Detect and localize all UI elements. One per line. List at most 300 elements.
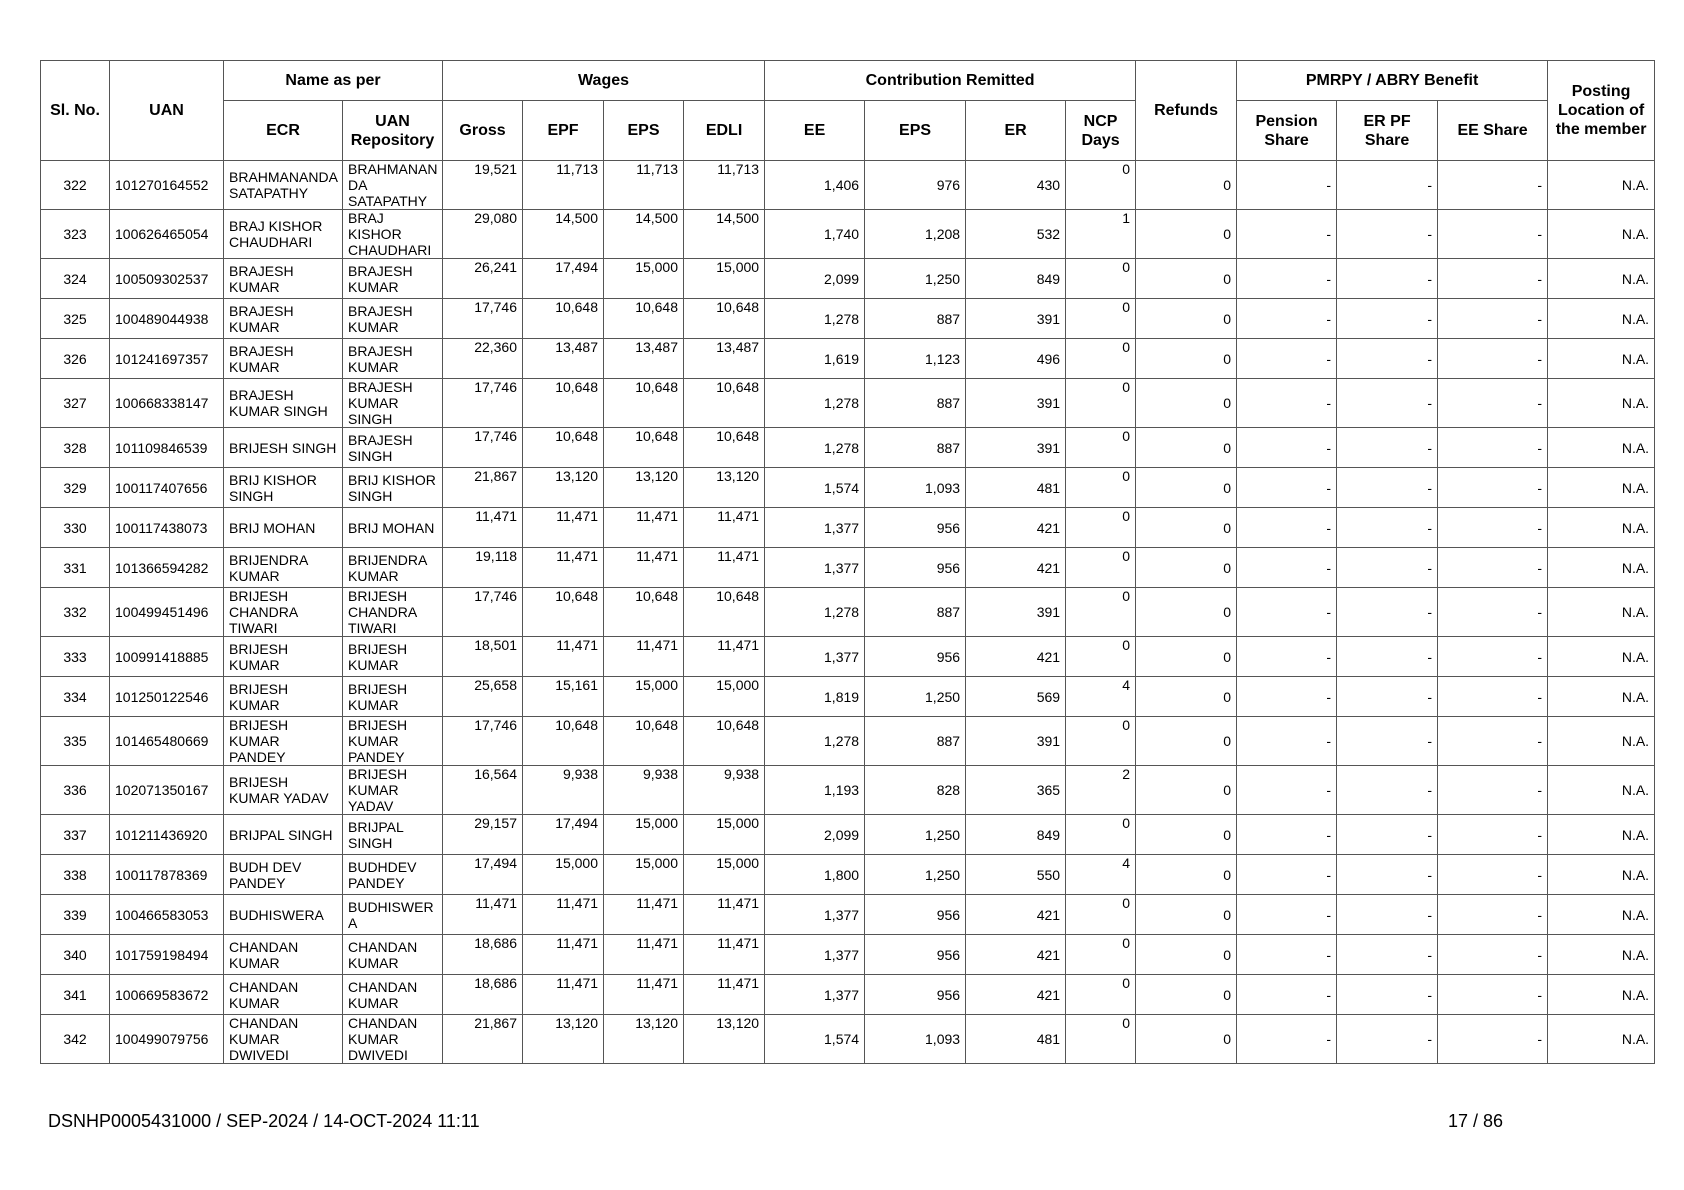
header-ee: EE — [765, 101, 865, 161]
ncp-days-cell: 0 — [1066, 299, 1136, 339]
pension-share-cell: - — [1237, 935, 1337, 975]
er-contribution-cell: 849 — [966, 815, 1066, 855]
header-edli: EDLI — [684, 101, 765, 161]
pension-share-cell: - — [1237, 637, 1337, 677]
er-contribution-cell: 496 — [966, 339, 1066, 379]
er-contribution-cell: 391 — [966, 428, 1066, 468]
uan-repository-name-cell: BUDHISWER A — [343, 895, 443, 935]
gross-wages-cell: 18,501 — [443, 637, 523, 677]
table-row — [41, 548, 1655, 588]
ecr-name-cell: CHANDAN KUMAR — [224, 935, 343, 975]
gross-wages-cell: 11,471 — [443, 895, 523, 935]
edli-wages-cell: 10,648 — [684, 379, 765, 428]
pension-share-cell: - — [1237, 259, 1337, 299]
uan-repository-name-cell: BRAJESH KUMAR — [343, 299, 443, 339]
ncp-days-cell: 0 — [1066, 935, 1136, 975]
ncp-days-cell: 0 — [1066, 161, 1136, 210]
gross-wages-cell: 11,471 — [443, 508, 523, 548]
ncp-days-cell: 1 — [1066, 210, 1136, 259]
ncp-days-cell: 0 — [1066, 975, 1136, 1015]
sl-no-cell: 340 — [41, 935, 110, 975]
pension-share-cell: - — [1237, 766, 1337, 815]
sl-no-cell: 335 — [41, 717, 110, 766]
er-pf-share-cell: - — [1337, 975, 1438, 1015]
epf-wages-cell: 13,120 — [523, 468, 604, 508]
sl-no-cell: 326 — [41, 339, 110, 379]
er-pf-share-cell: - — [1337, 508, 1438, 548]
uan-cell: 100117878369 — [110, 855, 224, 895]
ncp-days-cell: 0 — [1066, 259, 1136, 299]
sl-no-cell: 339 — [41, 895, 110, 935]
eps-contribution-cell: 956 — [865, 935, 966, 975]
epf-wages-cell: 17,494 — [523, 815, 604, 855]
edli-wages-cell: 10,648 — [684, 299, 765, 339]
uan-repository-name-cell: BRAJ KISHOR CHAUDHARI — [343, 210, 443, 259]
uan-cell: 101211436920 — [110, 815, 224, 855]
eps-wages-cell: 10,648 — [604, 379, 684, 428]
uan-repository-name-cell: BRAJESH KUMAR — [343, 339, 443, 379]
uan-repository-name-cell: BRAJESH SINGH — [343, 428, 443, 468]
edli-wages-cell: 14,500 — [684, 210, 765, 259]
gross-wages-cell: 26,241 — [443, 259, 523, 299]
posting-location-cell: N.A. — [1548, 508, 1655, 548]
ncp-days-cell: 0 — [1066, 428, 1136, 468]
ncp-days-cell: 0 — [1066, 379, 1136, 428]
refunds-cell: 0 — [1136, 1015, 1237, 1064]
er-contribution-cell: 481 — [966, 1015, 1066, 1064]
sl-no-cell: 322 — [41, 161, 110, 210]
eps-wages-cell: 10,648 — [604, 428, 684, 468]
ecr-name-cell: BRAJESH KUMAR SINGH — [224, 379, 343, 428]
ee-share-cell: - — [1438, 379, 1548, 428]
epf-wages-cell: 10,648 — [523, 588, 604, 637]
header-contribution-eps: EPS — [865, 101, 966, 161]
refunds-cell: 0 — [1136, 428, 1237, 468]
ee-contribution-cell: 1,574 — [765, 1015, 865, 1064]
uan-cell: 101759198494 — [110, 935, 224, 975]
eps-wages-cell: 11,713 — [604, 161, 684, 210]
gross-wages-cell: 19,118 — [443, 548, 523, 588]
sl-no-cell: 338 — [41, 855, 110, 895]
ee-contribution-cell: 1,377 — [765, 637, 865, 677]
footer-document-reference: DSNHP0005431000 / SEP-2024 / 14-OCT-2024 11:11 — [48, 1111, 480, 1131]
ecr-name-cell: BRIJESH KUMAR PANDEY — [224, 717, 343, 766]
uan-cell: 101250122546 — [110, 677, 224, 717]
er-pf-share-cell: - — [1337, 210, 1438, 259]
ee-share-cell: - — [1438, 717, 1548, 766]
epf-wages-cell: 13,120 — [523, 1015, 604, 1064]
ee-share-cell: - — [1438, 468, 1548, 508]
eps-contribution-cell: 956 — [865, 548, 966, 588]
sl-no-cell: 331 — [41, 548, 110, 588]
pension-share-cell: - — [1237, 339, 1337, 379]
uan-cell: 100117407656 — [110, 468, 224, 508]
ee-contribution-cell: 1,278 — [765, 379, 865, 428]
ecr-name-cell: BRIJESH KUMAR — [224, 677, 343, 717]
ecr-name-cell: BRIJ KISHOR SINGH — [224, 468, 343, 508]
ecr-name-cell: BRAHMANANDA SATAPATHY — [224, 161, 343, 210]
eps-wages-cell: 15,000 — [604, 815, 684, 855]
epf-wages-cell: 13,487 — [523, 339, 604, 379]
eps-wages-cell: 10,648 — [604, 717, 684, 766]
uan-repository-name-cell: BRAJESH KUMAR — [343, 259, 443, 299]
refunds-cell: 0 — [1136, 588, 1237, 637]
header-er: ER — [966, 101, 1066, 161]
uan-repository-name-cell: BRIJESH KUMAR YADAV — [343, 766, 443, 815]
refunds-cell: 0 — [1136, 717, 1237, 766]
table-row — [41, 637, 1655, 677]
er-contribution-cell: 391 — [966, 379, 1066, 428]
refunds-cell: 0 — [1136, 815, 1237, 855]
uan-cell: 100509302537 — [110, 259, 224, 299]
eps-wages-cell: 11,471 — [604, 975, 684, 1015]
ecr-contribution-table — [40, 60, 1655, 1064]
table-header — [41, 61, 1655, 161]
ee-share-cell: - — [1438, 815, 1548, 855]
ecr-name-cell: CHANDAN KUMAR — [224, 975, 343, 1015]
refunds-cell: 0 — [1136, 508, 1237, 548]
refunds-cell: 0 — [1136, 975, 1237, 1015]
ee-share-cell: - — [1438, 548, 1548, 588]
er-pf-share-cell: - — [1337, 895, 1438, 935]
epf-wages-cell: 14,500 — [523, 210, 604, 259]
header-name-as-per: Name as per — [224, 61, 443, 101]
ee-share-cell: - — [1438, 935, 1548, 975]
eps-wages-cell: 15,000 — [604, 259, 684, 299]
ee-contribution-cell: 1,574 — [765, 468, 865, 508]
eps-contribution-cell: 1,250 — [865, 259, 966, 299]
epf-wages-cell: 11,471 — [523, 975, 604, 1015]
epf-wages-cell: 10,648 — [523, 299, 604, 339]
table-row — [41, 935, 1655, 975]
header-uan: UAN — [110, 61, 224, 161]
epf-wages-cell: 11,471 — [523, 895, 604, 935]
epf-wages-cell: 15,161 — [523, 677, 604, 717]
eps-contribution-cell: 976 — [865, 161, 966, 210]
ee-contribution-cell: 1,377 — [765, 975, 865, 1015]
pension-share-cell: - — [1237, 379, 1337, 428]
ncp-days-cell: 0 — [1066, 717, 1136, 766]
header-sl-no: Sl. No. — [41, 61, 110, 161]
uan-cell: 100668338147 — [110, 379, 224, 428]
pension-share-cell: - — [1237, 428, 1337, 468]
uan-repository-name-cell: BRAJESH KUMAR SINGH — [343, 379, 443, 428]
table-row — [41, 468, 1655, 508]
uan-cell: 101241697357 — [110, 339, 224, 379]
edli-wages-cell: 11,471 — [684, 895, 765, 935]
ecr-name-cell: BRAJESH KUMAR — [224, 299, 343, 339]
uan-cell: 101109846539 — [110, 428, 224, 468]
posting-location-cell: N.A. — [1548, 161, 1655, 210]
header-uan-repository: UAN Repository — [343, 101, 443, 161]
refunds-cell: 0 — [1136, 677, 1237, 717]
ncp-days-cell: 0 — [1066, 637, 1136, 677]
epf-wages-cell: 11,471 — [523, 548, 604, 588]
uan-repository-name-cell: BRAHMANAN DA SATAPATHY — [343, 161, 443, 210]
pension-share-cell: - — [1237, 210, 1337, 259]
refunds-cell: 0 — [1136, 548, 1237, 588]
er-contribution-cell: 421 — [966, 508, 1066, 548]
gross-wages-cell: 18,686 — [443, 935, 523, 975]
epf-wages-cell: 15,000 — [523, 855, 604, 895]
edli-wages-cell: 10,648 — [684, 717, 765, 766]
table-row — [41, 259, 1655, 299]
ee-contribution-cell: 1,406 — [765, 161, 865, 210]
eps-contribution-cell: 956 — [865, 975, 966, 1015]
eps-wages-cell: 11,471 — [604, 935, 684, 975]
gross-wages-cell: 17,746 — [443, 717, 523, 766]
uan-cell: 100626465054 — [110, 210, 224, 259]
pension-share-cell: - — [1237, 588, 1337, 637]
uan-cell: 100991418885 — [110, 637, 224, 677]
ncp-days-cell: 0 — [1066, 339, 1136, 379]
uan-repository-name-cell: CHANDAN KUMAR DWIVEDI — [343, 1015, 443, 1064]
eps-contribution-cell: 1,250 — [865, 677, 966, 717]
ee-share-cell: - — [1438, 855, 1548, 895]
header-ncp-days: NCP Days — [1066, 101, 1136, 161]
eps-contribution-cell: 956 — [865, 895, 966, 935]
posting-location-cell: N.A. — [1548, 210, 1655, 259]
ee-contribution-cell: 1,278 — [765, 299, 865, 339]
er-pf-share-cell: - — [1337, 855, 1438, 895]
eps-contribution-cell: 887 — [865, 428, 966, 468]
uan-repository-name-cell: CHANDAN KUMAR — [343, 975, 443, 1015]
eps-wages-cell: 11,471 — [604, 508, 684, 548]
header-posting-location: Posting Location of the member — [1548, 61, 1655, 161]
sl-no-cell: 333 — [41, 637, 110, 677]
er-contribution-cell: 391 — [966, 299, 1066, 339]
er-pf-share-cell: - — [1337, 766, 1438, 815]
edli-wages-cell: 10,648 — [684, 428, 765, 468]
er-contribution-cell: 365 — [966, 766, 1066, 815]
refunds-cell: 0 — [1136, 855, 1237, 895]
er-contribution-cell: 550 — [966, 855, 1066, 895]
uan-cell: 101465480669 — [110, 717, 224, 766]
ecr-name-cell: BRIJESH CHANDRA TIWARI — [224, 588, 343, 637]
table-row — [41, 379, 1655, 428]
er-contribution-cell: 569 — [966, 677, 1066, 717]
header-gross: Gross — [443, 101, 523, 161]
posting-location-cell: N.A. — [1548, 588, 1655, 637]
eps-contribution-cell: 956 — [865, 508, 966, 548]
pension-share-cell: - — [1237, 717, 1337, 766]
sl-no-cell: 329 — [41, 468, 110, 508]
pension-share-cell: - — [1237, 677, 1337, 717]
pension-share-cell: - — [1237, 468, 1337, 508]
ecr-name-cell: BRIJENDRA KUMAR — [224, 548, 343, 588]
er-pf-share-cell: - — [1337, 259, 1438, 299]
uan-repository-name-cell: BRIJPAL SINGH — [343, 815, 443, 855]
ecr-name-cell: BRAJESH KUMAR — [224, 259, 343, 299]
refunds-cell: 0 — [1136, 766, 1237, 815]
header-eps: EPS — [604, 101, 684, 161]
uan-repository-name-cell: CHANDAN KUMAR — [343, 935, 443, 975]
posting-location-cell: N.A. — [1548, 855, 1655, 895]
table-row — [41, 855, 1655, 895]
ee-contribution-cell: 1,193 — [765, 766, 865, 815]
posting-location-cell: N.A. — [1548, 339, 1655, 379]
er-pf-share-cell: - — [1337, 637, 1438, 677]
eps-contribution-cell: 887 — [865, 588, 966, 637]
header-ecr: ECR — [224, 101, 343, 161]
table-body — [41, 161, 1655, 1064]
ncp-days-cell: 4 — [1066, 855, 1136, 895]
ee-share-cell: - — [1438, 161, 1548, 210]
ncp-days-cell: 0 — [1066, 548, 1136, 588]
gross-wages-cell: 21,867 — [443, 468, 523, 508]
epf-wages-cell: 11,471 — [523, 508, 604, 548]
sl-no-cell: 341 — [41, 975, 110, 1015]
header-contribution-remitted: Contribution Remitted — [765, 61, 1136, 101]
header-pmrpy-abry: PMRPY / ABRY Benefit — [1237, 61, 1548, 101]
ecr-name-cell: BRIJ MOHAN — [224, 508, 343, 548]
er-contribution-cell: 421 — [966, 935, 1066, 975]
header-epf: EPF — [523, 101, 604, 161]
posting-location-cell: N.A. — [1548, 895, 1655, 935]
ee-share-cell: - — [1438, 677, 1548, 717]
sl-no-cell: 336 — [41, 766, 110, 815]
ee-contribution-cell: 1,377 — [765, 548, 865, 588]
ecr-name-cell: CHANDAN KUMAR DWIVEDI — [224, 1015, 343, 1064]
eps-contribution-cell: 1,093 — [865, 468, 966, 508]
uan-cell: 100489044938 — [110, 299, 224, 339]
table-row — [41, 815, 1655, 855]
gross-wages-cell: 29,157 — [443, 815, 523, 855]
ee-share-cell: - — [1438, 766, 1548, 815]
sl-no-cell: 334 — [41, 677, 110, 717]
er-pf-share-cell: - — [1337, 339, 1438, 379]
header-refunds: Refunds — [1136, 61, 1237, 161]
ecr-name-cell: BRAJ KISHOR CHAUDHARI — [224, 210, 343, 259]
edli-wages-cell: 15,000 — [684, 815, 765, 855]
posting-location-cell: N.A. — [1548, 637, 1655, 677]
footer-page-number: 17 / 86 — [1448, 1111, 1504, 1131]
table-row — [41, 717, 1655, 766]
ecr-name-cell: BRAJESH KUMAR — [224, 339, 343, 379]
epf-wages-cell: 17,494 — [523, 259, 604, 299]
pension-share-cell: - — [1237, 975, 1337, 1015]
ncp-days-cell: 0 — [1066, 815, 1136, 855]
edli-wages-cell: 11,471 — [684, 508, 765, 548]
ee-contribution-cell: 1,278 — [765, 588, 865, 637]
uan-repository-name-cell: BRIJESH KUMAR — [343, 677, 443, 717]
pension-share-cell: - — [1237, 895, 1337, 935]
edli-wages-cell: 11,713 — [684, 161, 765, 210]
gross-wages-cell: 17,494 — [443, 855, 523, 895]
ecr-name-cell: BUDHISWERA — [224, 895, 343, 935]
ncp-days-cell: 4 — [1066, 677, 1136, 717]
gross-wages-cell: 18,686 — [443, 975, 523, 1015]
edli-wages-cell: 13,120 — [684, 1015, 765, 1064]
eps-wages-cell: 11,471 — [604, 895, 684, 935]
gross-wages-cell: 17,746 — [443, 588, 523, 637]
uan-repository-name-cell: BRIJESH CHANDRA TIWARI — [343, 588, 443, 637]
table-row — [41, 428, 1655, 468]
uan-cell: 102071350167 — [110, 766, 224, 815]
er-contribution-cell: 421 — [966, 637, 1066, 677]
er-pf-share-cell: - — [1337, 548, 1438, 588]
posting-location-cell: N.A. — [1548, 815, 1655, 855]
eps-wages-cell: 13,487 — [604, 339, 684, 379]
ncp-days-cell: 0 — [1066, 895, 1136, 935]
pension-share-cell: - — [1237, 161, 1337, 210]
posting-location-cell: N.A. — [1548, 299, 1655, 339]
eps-wages-cell: 15,000 — [604, 677, 684, 717]
posting-location-cell: N.A. — [1548, 428, 1655, 468]
table-row — [41, 161, 1655, 210]
gross-wages-cell: 29,080 — [443, 210, 523, 259]
pension-share-cell: - — [1237, 1015, 1337, 1064]
uan-cell: 100466583053 — [110, 895, 224, 935]
ncp-days-cell: 0 — [1066, 588, 1136, 637]
er-pf-share-cell: - — [1337, 588, 1438, 637]
eps-contribution-cell: 828 — [865, 766, 966, 815]
sl-no-cell: 337 — [41, 815, 110, 855]
ee-contribution-cell: 1,377 — [765, 935, 865, 975]
refunds-cell: 0 — [1136, 468, 1237, 508]
ee-contribution-cell: 1,619 — [765, 339, 865, 379]
sl-no-cell: 327 — [41, 379, 110, 428]
eps-wages-cell: 15,000 — [604, 855, 684, 895]
posting-location-cell: N.A. — [1548, 379, 1655, 428]
er-pf-share-cell: - — [1337, 161, 1438, 210]
uan-cell: 100499451496 — [110, 588, 224, 637]
er-pf-share-cell: - — [1337, 379, 1438, 428]
table-row — [41, 299, 1655, 339]
posting-location-cell: N.A. — [1548, 717, 1655, 766]
ee-share-cell: - — [1438, 975, 1548, 1015]
er-pf-share-cell: - — [1337, 717, 1438, 766]
ee-share-cell: - — [1438, 1015, 1548, 1064]
pension-share-cell: - — [1237, 815, 1337, 855]
ee-share-cell: - — [1438, 637, 1548, 677]
edli-wages-cell: 15,000 — [684, 855, 765, 895]
refunds-cell: 0 — [1136, 161, 1237, 210]
uan-cell: 100669583672 — [110, 975, 224, 1015]
refunds-cell: 0 — [1136, 895, 1237, 935]
uan-cell: 100499079756 — [110, 1015, 224, 1064]
er-pf-share-cell: - — [1337, 677, 1438, 717]
ee-contribution-cell: 1,800 — [765, 855, 865, 895]
eps-contribution-cell: 1,123 — [865, 339, 966, 379]
ee-contribution-cell: 2,099 — [765, 815, 865, 855]
refunds-cell: 0 — [1136, 339, 1237, 379]
epf-wages-cell: 11,713 — [523, 161, 604, 210]
uan-repository-name-cell: BRIJ MOHAN — [343, 508, 443, 548]
posting-location-cell: N.A. — [1548, 259, 1655, 299]
ee-contribution-cell: 1,278 — [765, 428, 865, 468]
gross-wages-cell: 25,658 — [443, 677, 523, 717]
er-pf-share-cell: - — [1337, 299, 1438, 339]
posting-location-cell: N.A. — [1548, 1015, 1655, 1064]
eps-wages-cell: 11,471 — [604, 548, 684, 588]
table-row — [41, 766, 1655, 815]
gross-wages-cell: 22,360 — [443, 339, 523, 379]
er-contribution-cell: 430 — [966, 161, 1066, 210]
eps-wages-cell: 13,120 — [604, 468, 684, 508]
refunds-cell: 0 — [1136, 379, 1237, 428]
eps-wages-cell: 11,471 — [604, 637, 684, 677]
header-pension-share: Pension Share — [1237, 101, 1337, 161]
epf-wages-cell: 10,648 — [523, 717, 604, 766]
uan-repository-name-cell: BRIJESH KUMAR PANDEY — [343, 717, 443, 766]
er-contribution-cell: 421 — [966, 975, 1066, 1015]
pension-share-cell: - — [1237, 548, 1337, 588]
table-row — [41, 677, 1655, 717]
ncp-days-cell: 2 — [1066, 766, 1136, 815]
header-er-pf-share: ER PF Share — [1337, 101, 1438, 161]
posting-location-cell: N.A. — [1548, 468, 1655, 508]
